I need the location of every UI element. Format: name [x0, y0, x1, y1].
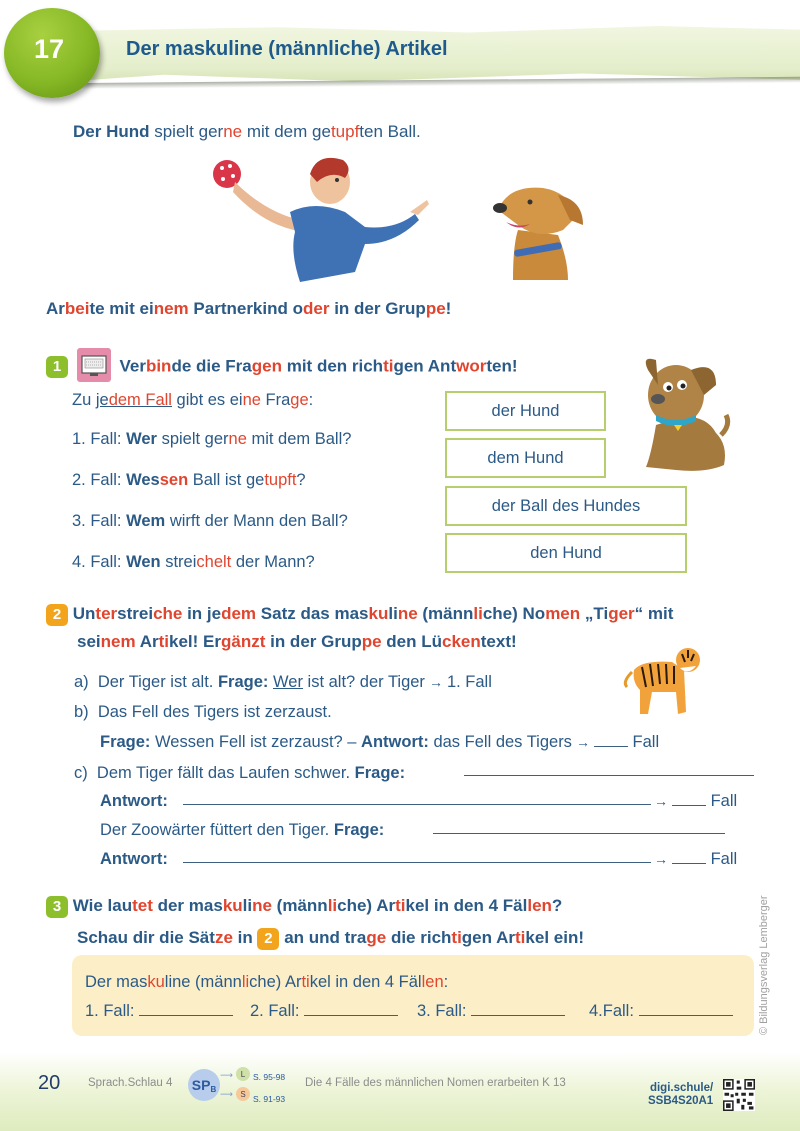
syllable: ti [395, 896, 406, 915]
text: Zu [72, 391, 96, 409]
fall-label: Fall [710, 792, 738, 810]
case-blank-d[interactable] [672, 852, 706, 864]
task-number-badge: 1 [46, 356, 68, 378]
text: Ball ist ge [188, 471, 265, 489]
text: “ mit [634, 604, 674, 623]
text: an und tra [279, 928, 367, 947]
text: li [388, 604, 398, 623]
syllable: ger [608, 604, 635, 623]
syllable: li [241, 973, 250, 991]
syllable: chelt [196, 553, 232, 571]
text: gibt es ei [171, 391, 243, 409]
case-blank-b[interactable] [594, 735, 628, 747]
question-3 [72, 510, 348, 532]
intro-text: ten Ball. [359, 122, 421, 141]
question-4 [72, 551, 315, 573]
task-number-badge: 3 [46, 896, 68, 918]
chapter-number: 17 [33, 33, 65, 64]
field-label: 1. Fall: [85, 1002, 135, 1020]
syllable: len [527, 896, 552, 915]
intro-syllable: tupf [330, 122, 360, 141]
case-field-1 [85, 1000, 233, 1022]
answer-blank-d[interactable] [183, 851, 651, 863]
text: spielt ger [156, 430, 229, 448]
text: de die Fra [171, 356, 252, 376]
boy-throwing-ball-illustration [205, 152, 435, 287]
summary-box [72, 955, 754, 1036]
text: Fra [260, 391, 291, 409]
syllable: ter [95, 604, 118, 623]
ref-l-badge: L [236, 1067, 250, 1081]
answer-box-2[interactable]: dem Hund [445, 438, 606, 478]
text: che) No [482, 604, 546, 623]
text: che) Ar [337, 896, 396, 915]
arrow-right-icon: → [575, 734, 590, 750]
syllable: che [153, 604, 183, 623]
syllable: dem [221, 604, 257, 623]
sentence: Der Zoowärter füttert den Tiger. [100, 821, 334, 839]
item-label: b) [74, 703, 89, 721]
syllable: gen [251, 356, 282, 376]
book-title: Sprach.Schlau 4 [88, 1077, 173, 1089]
text: kel in den 4 Fäl [309, 973, 422, 991]
arrow-right-icon: ⟶ [220, 1070, 233, 1080]
syllable: li [473, 604, 483, 623]
intro-sentence [73, 122, 421, 142]
page-title: Der maskuline (männliche) Artikel [126, 38, 448, 60]
text: che) Ar [249, 973, 302, 991]
page-number: 20 [38, 1072, 61, 1094]
question-blank-c[interactable] [464, 764, 754, 776]
text: (männ [417, 604, 474, 623]
task2-item-d-answer [100, 848, 168, 870]
arrow-right-icon: → [428, 674, 443, 690]
tiger-illustration [622, 642, 712, 722]
task2-item-c-case [650, 790, 737, 812]
text: Schau dir die Sät [77, 928, 215, 947]
syllable: ge [290, 391, 309, 409]
syllable: ne [252, 896, 272, 915]
text: ten! [486, 356, 518, 376]
syllable: ti [515, 928, 526, 947]
syllable: ti [158, 632, 169, 651]
task2-item-d-case [650, 848, 737, 870]
case-blank-c[interactable] [672, 794, 706, 806]
text: strei [117, 604, 154, 623]
group-instruction [46, 299, 451, 319]
task2-item-b-qa [100, 731, 659, 753]
article-blank-2[interactable] [304, 1004, 398, 1016]
syllable: ze [214, 928, 233, 947]
article-blank-1[interactable] [139, 1004, 233, 1016]
answer: das Fell des Tigers [428, 733, 572, 751]
syllable: ge [366, 928, 387, 947]
syllable: ne [228, 430, 247, 448]
text: Der mas [85, 973, 148, 991]
syllable: nem [100, 632, 136, 651]
task2-item-c-answer [100, 790, 168, 812]
syllable: len [421, 973, 444, 991]
text: ? [551, 896, 563, 915]
question-prefix: 4. Fall: [72, 553, 127, 571]
question-word: Wes [126, 471, 160, 489]
syllable: ti [301, 973, 310, 991]
task2-item-b [74, 701, 332, 723]
question-word: Wem [126, 512, 166, 530]
link-line-1[interactable]: digi.schule/ [649, 1082, 714, 1094]
question-blank-d[interactable] [433, 822, 725, 834]
footer-description: Die 4 Fälle des männlichen Nomen erarbeiten K 13 [305, 1077, 566, 1089]
sp-sub: B [210, 1084, 217, 1094]
text: mit den rich [282, 356, 384, 376]
item-label: c) [74, 764, 88, 782]
text: in [232, 928, 258, 947]
link-line-2[interactable]: SSB4S20A1 [648, 1095, 714, 1107]
antwort-label: Antwort: [100, 850, 168, 868]
footer [0, 1052, 800, 1131]
fall-label: Fall [710, 850, 738, 868]
syllable: ne [242, 391, 261, 409]
text: wirft der Mann den Ball? [165, 512, 348, 530]
syllable: pe [425, 299, 446, 318]
syllable: bei [64, 299, 90, 318]
ref-s-badge: S [236, 1087, 250, 1101]
sp-badge [188, 1069, 220, 1101]
text: kel ein! [525, 928, 584, 947]
text: Ar [135, 632, 159, 651]
text: Partnerkind o [188, 299, 303, 318]
article-blank-3[interactable] [471, 1004, 565, 1016]
text: te mit ei [89, 299, 154, 318]
syllable: ku [368, 604, 389, 623]
task-reference-badge: 2 [257, 928, 279, 950]
text: Ar [46, 299, 65, 318]
syllable: nem [153, 299, 189, 318]
answer-box-4[interactable]: den Hund [445, 533, 687, 573]
task3-heading [46, 890, 746, 954]
syllable: ne [397, 604, 418, 623]
syllable: cken [442, 632, 481, 651]
intro-subject: Der Hund [73, 122, 150, 141]
text: kel! Er [169, 632, 221, 651]
syllable: wor [456, 356, 487, 376]
sp-label: SP [191, 1077, 211, 1093]
text: strei [160, 553, 197, 571]
frage-label: Frage: [354, 764, 406, 782]
text: in der Grup [329, 299, 426, 318]
answer-box-1[interactable]: der Hund [445, 391, 606, 431]
question-word: Wer [126, 430, 157, 448]
digi-schule-link[interactable] [648, 1082, 713, 1108]
text: kel in den 4 Fäl [405, 896, 528, 915]
task2-item-c [74, 762, 405, 784]
syllable: dem Fall [108, 391, 172, 409]
field-label: 3. Fall: [417, 1002, 467, 1020]
text: Wie lau [72, 896, 133, 915]
syllable: ku [222, 896, 243, 915]
syllable: li [327, 896, 338, 915]
text: gen Ar [461, 928, 516, 947]
task2-item-d [100, 819, 384, 841]
question: Wessen Fell ist zerzaust? – [150, 733, 362, 751]
syllable: tet [132, 896, 153, 915]
sentence: Das Fell des Tigers ist zerzaust. [97, 703, 332, 721]
question-word: Wer [273, 673, 303, 691]
syllable: ti [383, 356, 394, 376]
copyright-notice: © Bildungsverlag Lemberger [758, 895, 770, 1035]
text: Ver [119, 356, 146, 376]
text: Un [72, 604, 96, 623]
syllable: bin [145, 356, 172, 376]
question-word: Wen [126, 553, 161, 571]
task1-heading [46, 350, 518, 384]
text: der mas [152, 896, 223, 915]
syllable: ku [147, 973, 165, 991]
computer-icon [77, 348, 111, 382]
text: : [443, 973, 449, 991]
sentence: Dem Tiger fällt das Laufen schwer. [96, 764, 355, 782]
text: : [308, 391, 314, 409]
fall-label: Fall [632, 733, 660, 751]
answer-box-3[interactable]: der Ball des Hundes [445, 486, 687, 526]
text: ist alt? der Tiger [302, 673, 425, 691]
intro-text: spielt ger [149, 122, 224, 141]
task-number-badge: 2 [46, 604, 68, 626]
text: den Lü [381, 632, 443, 651]
chapter-badge [4, 8, 100, 98]
question-prefix: 1. Fall: [72, 430, 127, 448]
syllable: gänzt [220, 632, 266, 651]
text: Satz das mas [256, 604, 369, 623]
sentence: Der Tiger ist alt. [97, 673, 218, 691]
case-result: 1. Fall [446, 673, 492, 691]
text: text! [480, 632, 517, 651]
question-1 [72, 428, 351, 450]
text: der Mann? [231, 553, 315, 571]
field-label: 2. Fall: [250, 1002, 300, 1020]
sitting-dog-illustration [636, 355, 731, 475]
antwort-label: Antwort: [100, 792, 168, 810]
arrow-right-icon: → [654, 851, 668, 867]
text: li [242, 896, 253, 915]
text: die rich [386, 928, 452, 947]
syllable: ti [451, 928, 462, 947]
field-label: 4.Fall: [589, 1002, 634, 1020]
arrow-right-icon: ⟶ [220, 1089, 233, 1099]
arrow-right-icon: → [654, 793, 668, 809]
case-field-4 [589, 1000, 733, 1022]
answer-blank-c[interactable] [183, 793, 651, 805]
text: (männ [271, 896, 328, 915]
frage-label: Frage: [100, 733, 151, 751]
task1-subtitle [72, 389, 313, 411]
ref-s-pages: S. 91-93 [253, 1094, 286, 1104]
question-2 [72, 469, 306, 491]
dog-head-illustration [488, 180, 588, 285]
antwort-label: Antwort: [361, 733, 429, 751]
text: line (männ [164, 973, 242, 991]
syllable: pe [361, 632, 382, 651]
text: in der Grup [265, 632, 362, 651]
syllable: sen [159, 471, 189, 489]
text: ! [445, 299, 452, 318]
syllable: men [545, 604, 581, 623]
case-field-2 [250, 1000, 398, 1022]
task2-item-a [74, 671, 492, 693]
text: ? [296, 471, 306, 489]
ref-l-pages: S. 95-98 [253, 1072, 286, 1082]
text: sei [77, 632, 101, 651]
intro-text: mit dem ge [242, 122, 331, 141]
case-field-3 [417, 1000, 565, 1022]
question-prefix: 3. Fall: [72, 512, 127, 530]
text: in je [182, 604, 222, 623]
summary-title [85, 971, 448, 993]
question-prefix: 2. Fall: [72, 471, 127, 489]
frage-label: Frage: [217, 673, 269, 691]
intro-syllable: ne [223, 122, 243, 141]
frage-label: Frage: [333, 821, 385, 839]
text: „Ti [580, 604, 609, 623]
text: gen Ant [393, 356, 457, 376]
article-blank-4[interactable] [639, 1004, 733, 1016]
syllable: tupft [264, 471, 297, 489]
text: mit dem Ball? [246, 430, 352, 448]
item-label: a) [74, 673, 89, 691]
syllable: der [303, 299, 330, 318]
text: je [95, 391, 109, 409]
qr-code-icon[interactable] [723, 1079, 755, 1111]
